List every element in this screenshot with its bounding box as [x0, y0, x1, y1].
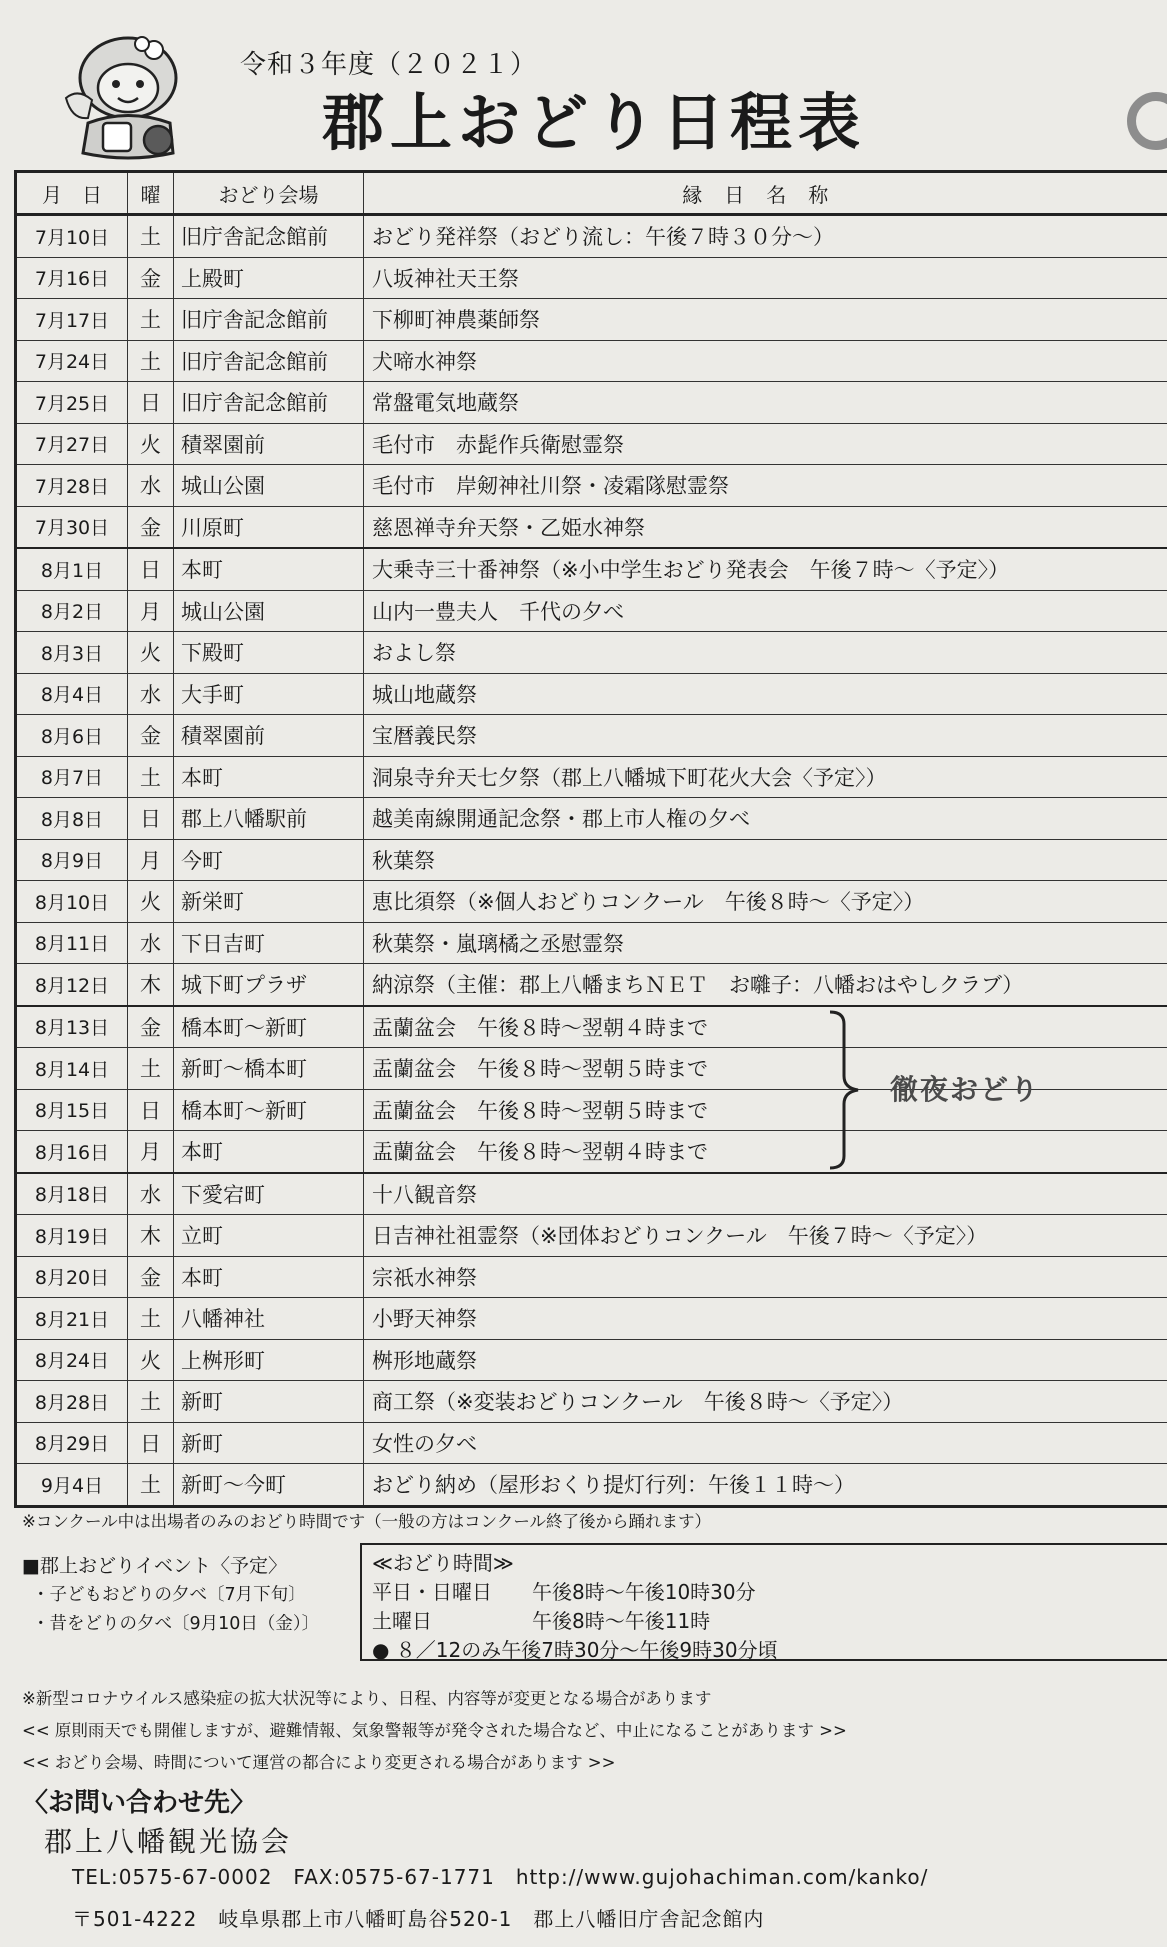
cell-venue: 城下町プラザ: [174, 964, 364, 1006]
cell-day: 土: [128, 1464, 174, 1507]
cell-event-name: 山内一豊夫人 千代の夕べ: [364, 590, 1167, 632]
cell-event-name: 女性の夕べ: [364, 1422, 1167, 1464]
table-row: [16, 922, 1167, 964]
cell-event-name: 宝暦義民祭: [364, 715, 1167, 757]
cell-day: 火: [128, 881, 174, 923]
cell-day: 金: [128, 257, 174, 299]
cell-date: 8月21日: [16, 1298, 128, 1340]
cell-day: 月: [128, 590, 174, 632]
contact-address: 〒501-4222 岐阜県郡上市八幡町島谷520-1 郡上八幡旧庁舎記念館内: [72, 1907, 765, 1931]
cell-day: 日: [128, 1089, 174, 1131]
cell-date: 8月20日: [16, 1256, 128, 1298]
table-header-row: [16, 172, 1167, 215]
times-title: ≪おどり時間≫: [372, 1551, 514, 1575]
cell-date: 8月11日: [16, 922, 128, 964]
cell-date: 7月28日: [16, 465, 128, 507]
cell-event-name: 商工祭（※変装おどりコンクール 午後８時～〈予定〉）: [364, 1381, 1167, 1423]
cell-day: 月: [128, 839, 174, 881]
cell-day: 水: [128, 673, 174, 715]
cell-day: 土: [128, 340, 174, 382]
cell-date: 7月17日: [16, 299, 128, 341]
cell-event-name: およし祭: [364, 632, 1167, 674]
table-row: [16, 548, 1167, 590]
cell-venue: 川原町: [174, 506, 364, 548]
cell-venue: 郡上八幡駅前: [174, 798, 364, 840]
cell-event-name: 秋葉祭: [364, 839, 1167, 881]
contact-heading: 〈お問い合わせ先〉: [22, 1788, 257, 1818]
contact-organization: 郡上八幡観光協会: [44, 1825, 293, 1858]
cell-event-name: 盂蘭盆会 午後８時～翌朝４時まで: [364, 1006, 1167, 1048]
cell-date: 7月25日: [16, 382, 128, 424]
cell-event-name: 下柳町神農薬師祭: [364, 299, 1167, 341]
cell-day: 金: [128, 506, 174, 548]
cell-venue: 本町: [174, 756, 364, 798]
cell-day: 日: [128, 382, 174, 424]
weekday-label: 平日・日曜日: [372, 1580, 492, 1604]
table-row: [16, 839, 1167, 881]
events-title: ■郡上おどりイベント〈予定〉: [22, 1555, 287, 1577]
table-row: [16, 964, 1167, 1006]
cell-day: 土: [128, 756, 174, 798]
all-night-dance-label: 徹夜おどり: [890, 1073, 1041, 1106]
cell-day: 金: [128, 1256, 174, 1298]
cell-date: 8月3日: [16, 632, 128, 674]
cell-venue: 新町: [174, 1422, 364, 1464]
table-row: [16, 673, 1167, 715]
cell-event-name: 八坂神社天王祭: [364, 257, 1167, 299]
page-title: 郡上おどり日程表: [322, 86, 867, 159]
cell-day: 金: [128, 715, 174, 757]
table-row: [16, 1215, 1167, 1257]
schedule-table: [14, 170, 1167, 1508]
cell-venue: 積翠園前: [174, 423, 364, 465]
cell-venue: 上殿町: [174, 257, 364, 299]
cell-venue: 積翠園前: [174, 715, 364, 757]
table-row: [16, 798, 1167, 840]
cell-event-name: 越美南線開通記念祭・郡上市人権の夕べ: [364, 798, 1167, 840]
cell-day: 月: [128, 1131, 174, 1173]
cell-date: 8月28日: [16, 1381, 128, 1423]
times-weekday-row: [372, 1578, 1157, 1607]
table-row: [16, 1173, 1167, 1215]
table-row: [16, 423, 1167, 465]
table-row: [16, 756, 1167, 798]
cell-date: 7月27日: [16, 423, 128, 465]
cell-venue: 下日吉町: [174, 922, 364, 964]
cell-date: 8月7日: [16, 756, 128, 798]
cell-venue: 本町: [174, 1131, 364, 1173]
cell-event-name: 毛付市 赤髭作兵衛慰霊祭: [364, 423, 1167, 465]
cell-event-name: 犬啼水神祭: [364, 340, 1167, 382]
table-row: [16, 881, 1167, 923]
cell-venue: 旧庁舎記念館前: [174, 215, 364, 258]
cell-day: 火: [128, 423, 174, 465]
cell-event-name: 十八観音祭: [364, 1173, 1167, 1215]
cell-event-name: 慈恩禅寺弁天祭・乙姫水神祭: [364, 506, 1167, 548]
cell-date: 8月8日: [16, 798, 128, 840]
cell-date: 8月19日: [16, 1215, 128, 1257]
special-hours: ● ８／12のみ午後7時30分～午後9時30分頃: [372, 1638, 778, 1662]
cell-day: 土: [128, 215, 174, 258]
cell-venue: 今町: [174, 839, 364, 881]
cell-day: 土: [128, 299, 174, 341]
cell-event-name: 納涼祭（主催：郡上八幡まちＮＥＴ お囃子：八幡おはやしクラブ）: [364, 964, 1167, 1006]
table-row: [16, 215, 1167, 258]
cell-day: 土: [128, 1048, 174, 1090]
cell-event-name: 秋葉祭・嵐璃橘之丞慰霊祭: [364, 922, 1167, 964]
cell-venue: 大手町: [174, 673, 364, 715]
edge-circle-mark: [1127, 92, 1167, 150]
cell-event-name: 日吉神社祖霊祭（※団体おどりコンクール 午後７時～〈予定〉）: [364, 1215, 1167, 1257]
cell-venue: 八幡神社: [174, 1298, 364, 1340]
weekday-hours: 午後8時～午後10時30分: [532, 1580, 756, 1604]
cell-day: 日: [128, 798, 174, 840]
cell-venue: 旧庁舎記念館前: [174, 340, 364, 382]
cell-event-name: 盂蘭盆会 午後８時～翌朝５時まで: [364, 1089, 1167, 1131]
cell-day: 金: [128, 1006, 174, 1048]
fiscal-year-label: 令和３年度（２０２１）: [240, 50, 538, 80]
table-row: [16, 257, 1167, 299]
cell-venue: 下殿町: [174, 632, 364, 674]
cell-day: 火: [128, 632, 174, 674]
cell-day: 日: [128, 1422, 174, 1464]
cell-day: 水: [128, 1173, 174, 1215]
cell-venue: 新町～橋本町: [174, 1048, 364, 1090]
cell-day: 火: [128, 1339, 174, 1381]
notices: [22, 1683, 847, 1779]
cell-date: 8月9日: [16, 839, 128, 881]
bracket-marker: [826, 1010, 896, 1170]
cell-venue: 上桝形町: [174, 1339, 364, 1381]
cell-day: 日: [128, 548, 174, 590]
table-row: [16, 1381, 1167, 1423]
table-row: [16, 1131, 1167, 1173]
table-row: [16, 506, 1167, 548]
cell-event-name: おどり発祥祭（おどり流し：午後７時３０分～）: [364, 215, 1167, 258]
cell-venue: 旧庁舎記念館前: [174, 382, 364, 424]
cell-date: 8月24日: [16, 1339, 128, 1381]
table-row: [16, 1256, 1167, 1298]
dance-times-box: [360, 1543, 1167, 1661]
saturday-label: 土曜日: [372, 1609, 432, 1633]
table-row: [16, 1339, 1167, 1381]
cell-date: 8月10日: [16, 881, 128, 923]
header-event-name: 縁日名称: [364, 172, 1167, 215]
saturday-hours: 午後8時～午後11時: [532, 1609, 711, 1633]
cell-date: 8月16日: [16, 1131, 128, 1173]
cell-date: 8月15日: [16, 1089, 128, 1131]
cell-date: 8月6日: [16, 715, 128, 757]
cell-date: 7月10日: [16, 215, 128, 258]
cell-date: 8月1日: [16, 548, 128, 590]
cell-day: 水: [128, 465, 174, 507]
cell-date: 8月18日: [16, 1173, 128, 1215]
cell-event-name: 大乗寺三十番神祭（※小中学生おどり発表会 午後７時～〈予定〉）: [364, 548, 1167, 590]
table-row: [16, 1006, 1167, 1048]
cell-event-name: 盂蘭盆会 午後８時～翌朝４時まで: [364, 1131, 1167, 1173]
table-row: [16, 715, 1167, 757]
cell-event-name: 小野天神祭: [364, 1298, 1167, 1340]
cell-date: 8月4日: [16, 673, 128, 715]
cell-venue: 下愛宕町: [174, 1173, 364, 1215]
cell-event-name: 盂蘭盆会 午後８時～翌朝５時まで: [364, 1048, 1167, 1090]
contest-note: ※コンクール中は出場者のみのおどり時間です（一般の方はコンクール終了後から踊れます）: [22, 1512, 712, 1531]
cell-date: 9月4日: [16, 1464, 128, 1507]
event-item: ・昔をどりの夕べ〔9月10日（金）〕: [32, 1614, 320, 1634]
cell-event-name: おどり納め（屋形おくり提灯行列：午後１１時～）: [364, 1464, 1167, 1507]
contact-phone-fax-url: TEL:0575-67-0002 FAX:0575-67-1771 http://www.gujohachiman.com/kanko/: [72, 1865, 929, 1889]
cell-venue: 新町～今町: [174, 1464, 364, 1507]
cell-event-name: 恵比須祭（※個人おどりコンクール 午後８時～〈予定〉）: [364, 881, 1167, 923]
table-row: [16, 1464, 1167, 1507]
cell-date: 8月29日: [16, 1422, 128, 1464]
table-row: [16, 632, 1167, 674]
cell-venue: 本町: [174, 548, 364, 590]
cell-day: 水: [128, 922, 174, 964]
table-row: [16, 382, 1167, 424]
cell-venue: 城山公園: [174, 590, 364, 632]
events-section: [22, 1552, 319, 1639]
event-item: ・子どもおどりの夕べ〔7月下旬〕: [32, 1585, 306, 1605]
notice-change: << おどり会場、時間について運営の都合により変更される場合があります >>: [22, 1753, 616, 1772]
cell-venue: 新栄町: [174, 881, 364, 923]
cell-event-name: 常盤電気地蔵祭: [364, 382, 1167, 424]
cell-venue: 城山公園: [174, 465, 364, 507]
cell-event-name: 城山地蔵祭: [364, 673, 1167, 715]
times-saturday-row: [372, 1607, 1157, 1636]
mascot-illustration: [58, 28, 193, 163]
cell-event-name: 毛付市 岸剱神社川祭・凌霜隊慰霊祭: [364, 465, 1167, 507]
table-row: [16, 590, 1167, 632]
cell-date: 8月13日: [16, 1006, 128, 1048]
cell-venue: 橋本町～新町: [174, 1006, 364, 1048]
notice-covid: ※新型コロナウイルス感染症の拡大状況等により、日程、内容等が変更となる場合があります: [22, 1689, 712, 1708]
cell-venue: 新町: [174, 1381, 364, 1423]
cell-day: 木: [128, 964, 174, 1006]
table-row: [16, 340, 1167, 382]
cell-venue: 橋本町～新町: [174, 1089, 364, 1131]
cell-event-name: 洞泉寺弁天七夕祭（郡上八幡城下町花火大会〈予定〉）: [364, 756, 1167, 798]
cell-day: 木: [128, 1215, 174, 1257]
cell-date: 7月30日: [16, 506, 128, 548]
header-date: 月 日: [16, 172, 128, 215]
table-row: [16, 465, 1167, 507]
header-venue: おどり会場: [174, 172, 364, 215]
cell-event-name: 宗祇水神祭: [364, 1256, 1167, 1298]
header-day: 曜: [128, 172, 174, 215]
cell-date: 8月12日: [16, 964, 128, 1006]
notice-rain: << 原則雨天でも開催しますが、避難情報、気象警報等が発令された場合など、中止になることがあります >>: [22, 1721, 847, 1740]
cell-day: 土: [128, 1381, 174, 1423]
cell-venue: 立町: [174, 1215, 364, 1257]
cell-date: 8月2日: [16, 590, 128, 632]
cell-day: 土: [128, 1298, 174, 1340]
cell-date: 7月24日: [16, 340, 128, 382]
cell-date: 7月16日: [16, 257, 128, 299]
table-row: [16, 1422, 1167, 1464]
cell-venue: 本町: [174, 1256, 364, 1298]
table-row: [16, 299, 1167, 341]
cell-venue: 旧庁舎記念館前: [174, 299, 364, 341]
cell-event-name: 桝形地蔵祭: [364, 1339, 1167, 1381]
table-row: [16, 1298, 1167, 1340]
cell-date: 8月14日: [16, 1048, 128, 1090]
